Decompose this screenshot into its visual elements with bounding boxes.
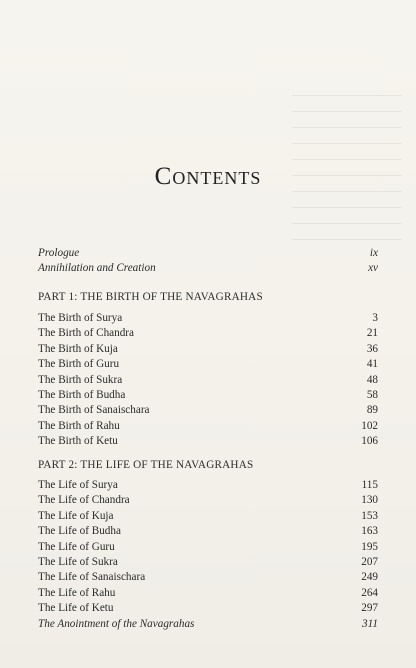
toc-entry-page: 130 — [361, 494, 378, 507]
toc-entry-page: 3 — [372, 312, 378, 324]
toc-entry-page: ix — [369, 247, 378, 259]
toc-entry-page: 21 — [366, 327, 378, 340]
toc-entry-label: The Life of Surya — [38, 479, 118, 491]
toc-entry-label: Annihilation and Creation — [38, 262, 156, 275]
toc-entry-label: The Birth of Chandra — [38, 327, 135, 340]
toc-entry-label: The Birth of Surya — [38, 312, 123, 324]
toc-entry-label: The Life of Budha — [38, 525, 121, 538]
toc-entry-label: The Birth of Kuja — [38, 342, 118, 355]
part-1-list — [38, 311, 378, 450]
toc-entry — [38, 524, 378, 539]
toc-entry-page: 311 — [362, 617, 378, 630]
toc-entry-page: 58 — [366, 388, 378, 401]
toc-entry — [38, 540, 378, 555]
page-title: Contents — [154, 163, 262, 190]
toc-entry-label: The Anointment of the Navagrahas — [38, 617, 195, 630]
toc-entry-label: The Birth of Sukra — [38, 373, 123, 386]
toc-entry — [38, 326, 378, 341]
toc-entry — [38, 601, 378, 616]
toc-entry — [38, 617, 378, 632]
toc-entry — [38, 478, 378, 493]
toc-entry — [38, 342, 378, 357]
toc-entry-label: The Life of Kuja — [38, 509, 114, 522]
toc-entry — [38, 555, 378, 570]
part-1-heading: PART 1: THE BIRTH OF THE NAVAGRAHAS — [38, 291, 263, 303]
toc-entry-page: 106 — [361, 435, 378, 448]
toc-entry — [38, 261, 378, 276]
toc-entry — [38, 434, 378, 449]
toc-entry-label: The Birth of Guru — [38, 358, 120, 371]
toc-entry-label: The Birth of Budha — [38, 388, 126, 401]
toc-entry-label: The Life of Rahu — [38, 586, 116, 599]
part-2-heading: PART 2: THE LIFE OF THE NAVAGRAHAS — [38, 459, 254, 471]
toc-entry-label: The Birth of Rahu — [38, 419, 120, 432]
toc-entry-page: 115 — [361, 479, 378, 491]
toc-entry — [38, 403, 378, 418]
toc-entry-label: The Birth of Ketu — [38, 435, 118, 448]
toc-entry-page: 264 — [361, 586, 378, 599]
part-2-list — [38, 478, 378, 632]
toc-entry-label: The Life of Chandra — [38, 494, 130, 507]
toc-entry-page: 48 — [366, 373, 378, 386]
toc-entry — [38, 373, 378, 388]
toc-entry — [38, 246, 378, 261]
front-matter-list — [38, 246, 378, 277]
toc-entry-label: The Life of Guru — [38, 540, 115, 553]
toc-entry-page: 41 — [366, 358, 378, 371]
toc-entry-label: The Birth of Sanaischara — [38, 404, 150, 417]
toc-entry-page: 153 — [361, 509, 378, 522]
toc-entry-label: The Life of Sukra — [38, 555, 118, 568]
toc-entry-page: xv — [368, 262, 378, 275]
toc-entry-page: 249 — [361, 571, 378, 584]
toc-entry-page: 195 — [361, 540, 378, 553]
toc-entry — [38, 586, 378, 601]
toc-entry — [38, 311, 378, 326]
toc-entry-label: Prologue — [38, 247, 80, 259]
toc-entry — [38, 419, 378, 434]
toc-entry-page: 207 — [361, 555, 378, 568]
toc-entry-label: The Life of Sanaischara — [38, 571, 146, 584]
toc-entry-label: The Life of Ketu — [38, 602, 114, 615]
toc-entry-page: 89 — [366, 404, 378, 417]
toc-entry — [38, 388, 378, 403]
toc-entry — [38, 570, 378, 585]
toc-entry — [38, 357, 378, 372]
toc-entry — [38, 493, 378, 508]
toc-entry-page: 163 — [361, 525, 378, 538]
toc-entry — [38, 509, 378, 524]
toc-entry-page: 102 — [361, 419, 378, 432]
toc-entry-page: 297 — [361, 602, 378, 615]
toc-entry-page: 36 — [366, 342, 378, 355]
